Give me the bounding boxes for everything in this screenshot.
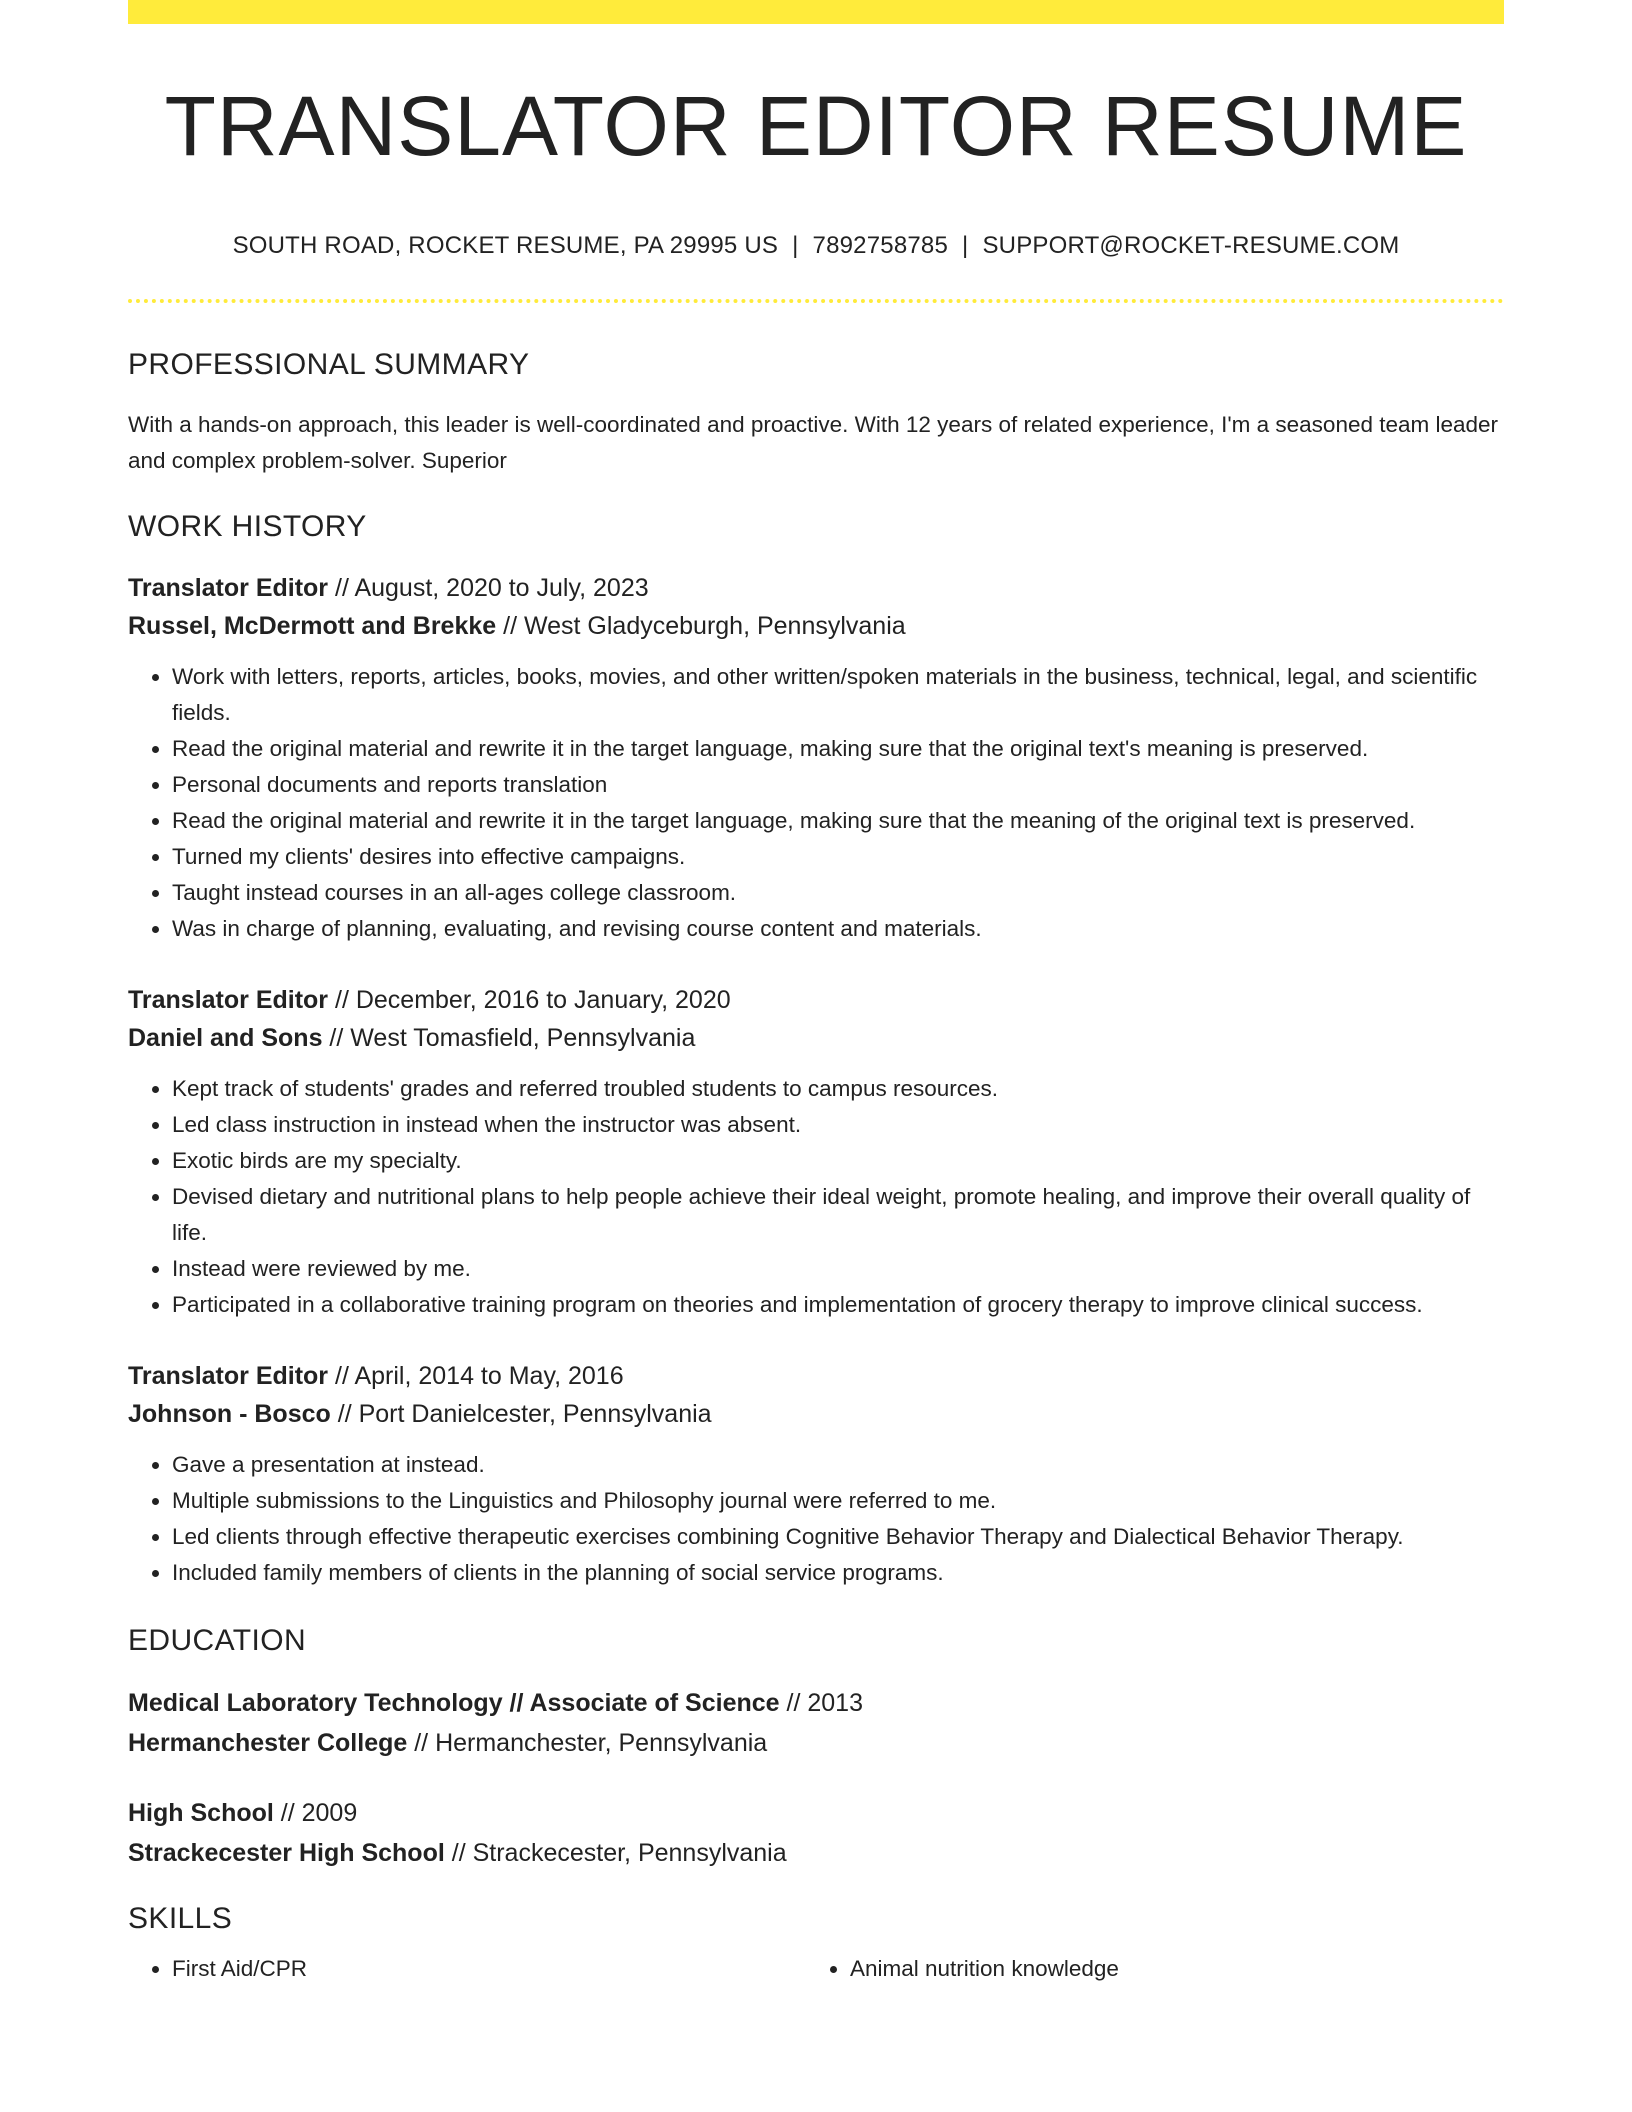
list-item: • Was in charge of planning, evaluating, and revising course content and materials. [172,911,1504,947]
job-location: Port Danielcester, Pennsylvania [358,1400,712,1429]
resume-page [128,0,1504,1987]
education-entry [128,1793,1504,1873]
list-item: • Participated in a collaborative training program on theories and implementation of grocery therapy to improve clinical success. [172,1287,1504,1323]
summary-heading: PROFESSIONAL SUMMARY [128,348,530,382]
job-dates: April, 2014 to May, 2016 [354,1362,624,1391]
list-item: • Turned my clients' desires into effective campaigns. [172,839,1504,875]
education-location: Hermanchester, Pennsylvania [435,1729,768,1758]
job-separator: // [328,986,356,1015]
job-role: Translator Editor [128,1362,329,1391]
job-separator: // [328,1362,355,1391]
list-item: • Instead were reviewed by me. [172,1251,1504,1287]
contact-address: SOUTH ROAD, ROCKET RESUME, PA 29995 US [232,232,779,260]
list-item: • Included family members of clients in the planning of social service programs. [172,1555,1504,1591]
job-dates: August, 2020 to July, 2023 [354,574,649,603]
job-location: West Gladyceburgh, Pennsylvania [523,612,906,641]
job-company-line [128,1019,1504,1057]
job-separator: // [322,1024,351,1053]
education-school-line [128,1723,1504,1763]
education-year: 2013 [807,1689,863,1718]
skills-heading: SKILLS [128,1902,233,1936]
list-item: • Read the original material and rewrite it in the target language, making sure that the original text's meaning is preserved. [172,731,1504,767]
dotted-divider [128,299,1504,303]
education-degree: Medical Laboratory Technology // Associate of Science [128,1689,780,1718]
job-role: Translator Editor [128,986,329,1015]
job-company-line [128,607,1504,645]
skills-grid [128,1951,1504,1987]
contact-separator: | [962,232,969,260]
job-separator: // [496,612,524,641]
job-entry [128,569,1504,947]
education-school: Strackecester High School [128,1839,445,1868]
education-location: Strackecester, Pennsylvania [472,1839,787,1868]
list-item: • Taught instead courses in an all-ages college classroom. [172,875,1504,911]
contact-separator: | [792,232,799,260]
job-role-line [128,569,1504,607]
job-company-line [128,1395,1504,1433]
list-item: • Exotic birds are my specialty. [172,1143,1504,1179]
list-item: • Work with letters, reports, articles, books, movies, and other written/spoken materials in the business, technical, legal, and scientific fields. [172,659,1504,731]
skills-column-left [128,1951,806,1987]
job-bullets [128,659,1504,947]
list-item: • Read the original material and rewrite it in the target language, making sure that the meaning of the original text is preserved. [172,803,1504,839]
education-heading: EDUCATION [128,1624,307,1658]
skills-column-right [806,1951,1484,1987]
job-company: Russel, McDermott and Brekke [128,612,497,641]
list-item: • Devised dietary and nutritional plans to help people achieve their ideal weight, promote healing, and improve their overall quality of life. [172,1179,1504,1251]
list-item: • Led clients through effective therapeutic exercises combining Cognitive Behavior Therapy and Dialectical Behavior Therapy. [172,1519,1504,1555]
top-accent-bar [128,0,1504,24]
skill-item: • Animal nutrition knowledge [850,1951,1484,1987]
job-dates: December, 2016 to January, 2020 [355,986,731,1015]
job-bullets [128,1071,1504,1323]
job-company: Johnson - Bosco [128,1400,331,1429]
education-separator: // [273,1799,302,1828]
education-separator: // [444,1839,473,1868]
job-role-line [128,981,1504,1019]
contact-phone: 7892758785 [812,232,949,260]
education-degree: High School [128,1799,274,1828]
education-separator: // [407,1729,436,1758]
job-role: Translator Editor [128,574,329,603]
job-company: Daniel and Sons [128,1024,323,1053]
list-item: • Personal documents and reports translation [172,767,1504,803]
job-role-line [128,1357,1504,1395]
contact-email: SUPPORT@ROCKET-RESUME.COM [982,232,1400,260]
education-degree-line [128,1683,1504,1723]
work-history-heading: WORK HISTORY [128,510,367,544]
education-school: Hermanchester College [128,1729,408,1758]
education-degree-line [128,1793,1504,1833]
job-entry [128,981,1504,1323]
job-separator: // [328,574,355,603]
skill-item: • First Aid/CPR [172,1951,806,1987]
list-item: • Multiple submissions to the Linguistics and Philosophy journal were referred to me. [172,1483,1504,1519]
education-entry [128,1683,1504,1763]
job-entry [128,1357,1504,1591]
job-bullets [128,1447,1504,1591]
contact-line [128,232,1504,261]
list-item: • Kept track of students' grades and referred troubled students to campus resources. [172,1071,1504,1107]
job-location: West Tomasfield, Pennsylvania [350,1024,696,1053]
resume-title: TRANSLATOR EDITOR RESUME [164,79,1468,173]
summary-text: With a hands-on approach, this leader is well-coordinated and proactive. With 12 years of related experience, I'm a seasoned team leader and complex problem-solver. Superior [128,412,1499,474]
education-separator: // [779,1689,808,1718]
education-year: 2009 [301,1799,358,1828]
list-item: • Led class instruction in instead when the instructor was absent. [172,1107,1504,1143]
list-item: • Gave a presentation at instead. [172,1447,1504,1483]
education-school-line [128,1833,1504,1873]
job-separator: // [330,1400,359,1429]
